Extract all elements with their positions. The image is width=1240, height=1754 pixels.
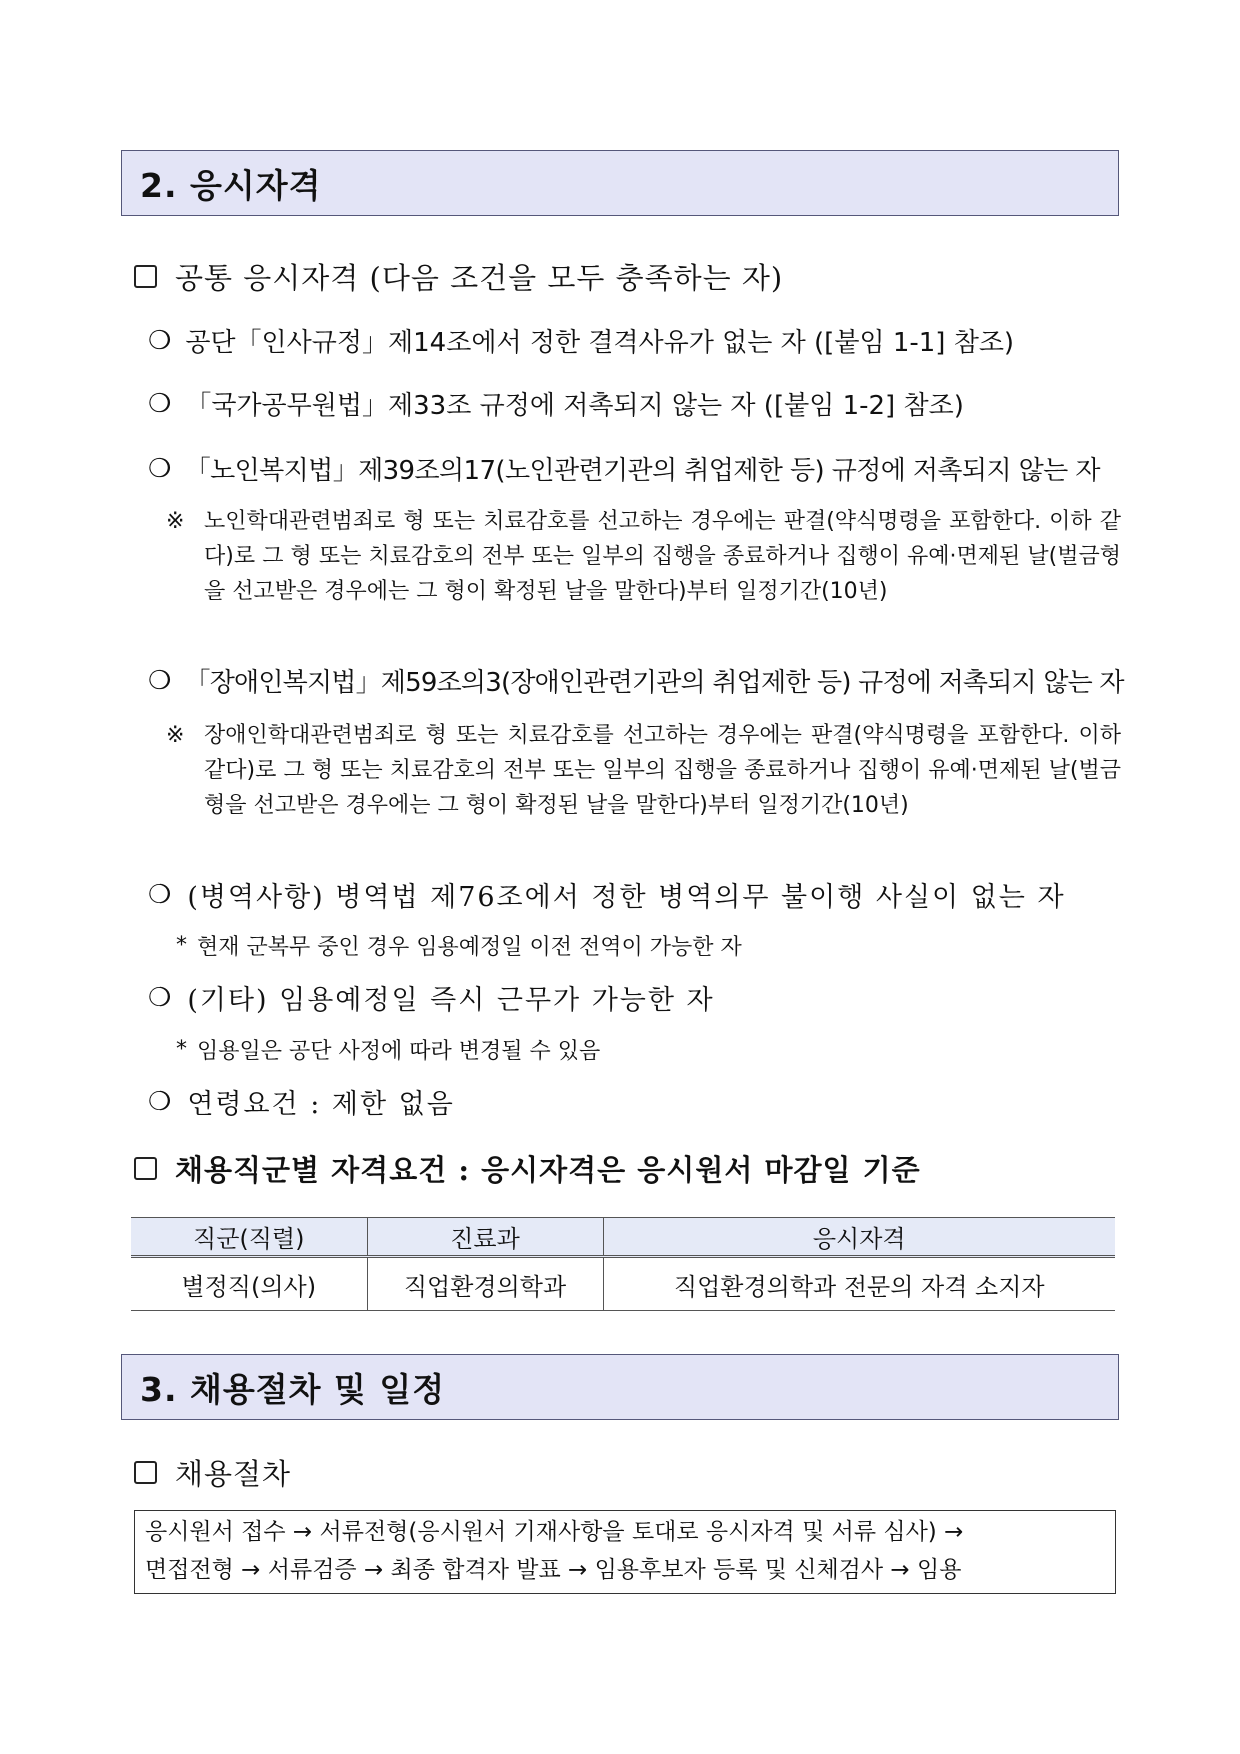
qualification-item-7: ❍ 연령요건 : 제한 없음: [148, 1086, 455, 1120]
asterisk-icon: *: [176, 1037, 187, 1062]
qualification-item-5: ❍ (병역사항) 병역법 제76조에서 정한 병역의무 불이행 사실이 없는 자: [148, 879, 1066, 913]
square-bullet-icon: [134, 1461, 157, 1484]
table-cell: 별정직(의사): [131, 1257, 367, 1311]
procedure-line-2: 면접전형 → 서류검증 → 최종 합격자 발표 → 임용후보자 등록 및 신체검사 → 임용: [145, 1557, 962, 1583]
section-3-header: [121, 1354, 1119, 1420]
qualification-item-4-note: ※ 장애인학대관련범죄로 형 또는 치료감호를 선고하는 경우에는 판결(약식명령을 포함한다. 이하 같다)로 그 형 또는 치료감호의 전부 또는 일부의 집행을 종료하거나 집행이 유예·면제된 날(벌금형을 선고받은 경우에는 그 형이 확정된 날을 말한다)부터 일정기간(10년): [166, 718, 1121, 823]
qualification-table: [131, 1217, 1115, 1311]
circle-bullet-icon: ❍: [148, 982, 174, 1013]
section-2-header: [121, 150, 1119, 216]
qualification-item-1: ❍ 공단「인사규정」제14조에서 정한 결격사유가 없는 자 ([붙임 1-1] 참조): [148, 325, 1015, 358]
table-cell: 직업환경의학과 전문의 자격 소지자: [603, 1257, 1115, 1311]
qualification-item-3-note: ※ 노인학대관련범죄로 형 또는 치료감호를 선고하는 경우에는 판결(약식명령을 포함한다. 이하 같다)로 그 형 또는 치료감호의 전부 또는 일부의 집행을 종료하거나 집행이 유예·면제된 날(벌금형을 선고받은 경우에는 그 형이 확정된 날을 말한다)부터 일정기간(10년): [166, 504, 1121, 609]
procedure-heading: 채용절차: [134, 1452, 291, 1493]
circle-bullet-icon: ❍: [148, 665, 171, 696]
table-header-cell: 진료과: [367, 1218, 603, 1257]
qualification-item-2: ❍ 「국가공무원법」제33조 규정에 저촉되지 않는 자 ([붙임 1-2] 참조): [148, 388, 964, 421]
circle-bullet-icon: ❍: [148, 879, 174, 910]
table-header-cell: 응시자격: [603, 1218, 1115, 1257]
circle-bullet-icon: ❍: [148, 388, 172, 419]
circle-bullet-icon: ❍: [148, 1086, 174, 1117]
asterisk-icon: *: [176, 933, 187, 958]
procedure-box: [134, 1510, 1116, 1594]
square-bullet-icon: [134, 265, 157, 288]
circle-bullet-icon: ❍: [148, 453, 171, 484]
qualification-item-5-note: * 현재 군복무 중인 경우 임용예정일 이전 전역이 가능한 자: [176, 933, 742, 960]
qualification-item-6-note: * 임용일은 공단 사정에 따라 변경될 수 있음: [176, 1037, 601, 1064]
section-3-title: 3. 채용절차 및 일정: [140, 1369, 446, 1409]
table-header-cell: 직군(직렬): [131, 1218, 367, 1257]
square-bullet-icon: [134, 1157, 157, 1180]
table-cell: 직업환경의학과: [367, 1257, 603, 1311]
circle-bullet-icon: ❍: [148, 325, 172, 356]
table-row: [131, 1257, 1115, 1311]
qualification-item-4: ❍ 「장애인복지법」제59조의3(장애인관련기관의 취업제한 등) 규정에 저촉되지 않는 자: [148, 665, 1124, 698]
table-header-row: [131, 1218, 1115, 1257]
reference-mark-icon: ※: [166, 723, 185, 748]
procedure-line-1: 응시원서 접수 → 서류전형(응시원서 기재사항을 토대로 응시자격 및 서류 심사) →: [145, 1519, 964, 1545]
common-qualification-heading: 공통 응시자격 (다음 조건을 모두 충족하는 자): [134, 256, 783, 297]
reference-mark-icon: ※: [166, 509, 185, 534]
qualification-item-3: ❍ 「노인복지법」제39조의17(노인관련기관의 취업제한 등) 규정에 저촉되지 않는 자: [148, 453, 1100, 486]
job-qualification-heading: 채용직군별 자격요건 : 응시자격은 응시원서 마감일 기준: [134, 1148, 921, 1189]
qualification-item-6: ❍ (기타) 임용예정일 즉시 근무가 가능한 자: [148, 982, 715, 1016]
section-2-title: 2. 응시자격: [140, 165, 322, 205]
